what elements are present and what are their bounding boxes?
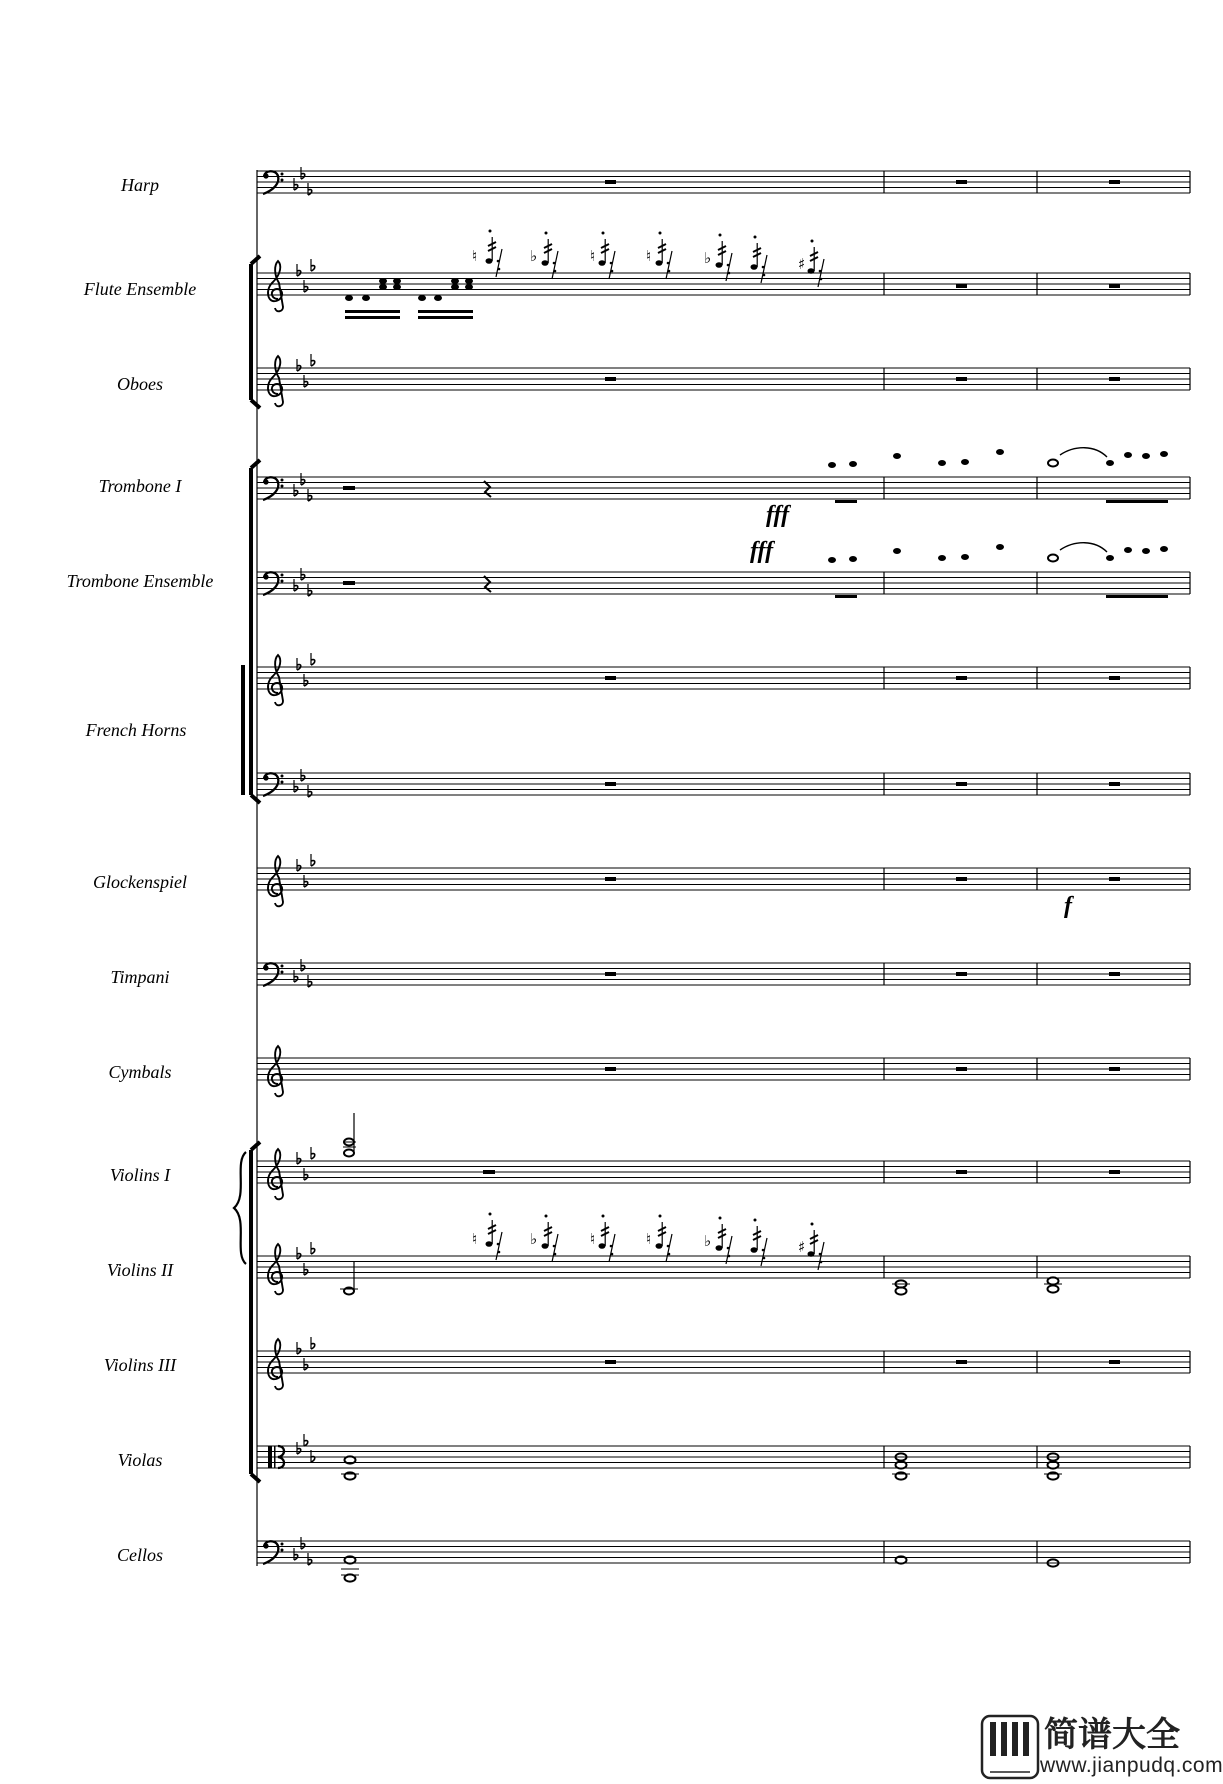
natural-icon: ♮ [472,247,478,265]
cellos-whole-notes [341,1556,1059,1581]
instrument-label-french-horns: French Horns [85,720,187,740]
sharp-icon: ♯ [798,255,806,273]
staff-violins-3 [257,1337,1190,1389]
staff-harp [257,167,1190,195]
staff-french-horns-bass [257,769,1190,797]
staff-trombone-ensemble [257,538,1190,598]
sharp-icon: ♯ [798,1238,806,1256]
watermark [978,1712,1223,1784]
staff-trombone-1 [257,448,1190,528]
flat-icon: ♭ [704,249,712,267]
instrument-label-oboes: Oboes [117,374,163,394]
staff-cellos [257,1537,1190,1582]
instrument-label-glockenspiel: Glockenspiel [93,872,187,892]
staff-french-horns-treble [257,653,1190,705]
instrument-label-timpani: Timpani [110,967,170,987]
natural-icon: ♮ [590,247,596,265]
instrument-label-violins-2: Violins II [106,1260,174,1280]
natural-icon: ♮ [472,1230,478,1248]
natural-icon: ♮ [646,1230,652,1248]
violins-1-chord [343,1113,356,1157]
flat-icon: ♭ [704,1232,712,1250]
staff-oboes [257,354,1190,406]
trombone-ensemble-notes [828,543,1168,598]
staff-violas [257,1434,1190,1480]
dynamic-fff: fff [766,502,790,528]
watermark-brand: 简谱大全 [1044,1715,1180,1755]
staff-flute-ensemble [257,230,1190,320]
staff-violins-1 [257,1113,1190,1199]
instrument-label-cellos: Cellos [116,1545,164,1565]
staff-violins-2 [257,1213,1190,1295]
natural-icon: ♮ [590,1230,596,1248]
staff-cymbals [257,1046,1190,1096]
instrument-label-harp: Harp [120,175,160,195]
dynamic-f: f [1064,893,1072,919]
violins-2-whole-chords [892,1277,1062,1294]
instrument-label-flute-ensemble: Flute Ensemble [83,279,197,299]
instrument-label-violins-3: Violins III [103,1355,177,1375]
staff-glockenspiel [257,854,1190,919]
watermark-site: www.jianpudq.com [1040,1754,1223,1777]
instrument-label-trombone-ensemble: Trombone Ensemble [66,571,214,591]
instrument-label-violas: Violas [117,1450,163,1470]
instrument-label-trombone-1: Trombone I [98,476,182,496]
flat-icon: ♭ [530,1230,538,1248]
flat-icon: ♭ [530,247,538,265]
dynamic-fff: fff [750,538,774,564]
staff-timpani [257,959,1190,987]
natural-icon: ♮ [646,247,652,265]
instrument-label-violins-1: Violins I [109,1165,171,1185]
instrument-label-cymbals: Cymbals [108,1062,172,1082]
trombone-1-notes [828,448,1168,503]
